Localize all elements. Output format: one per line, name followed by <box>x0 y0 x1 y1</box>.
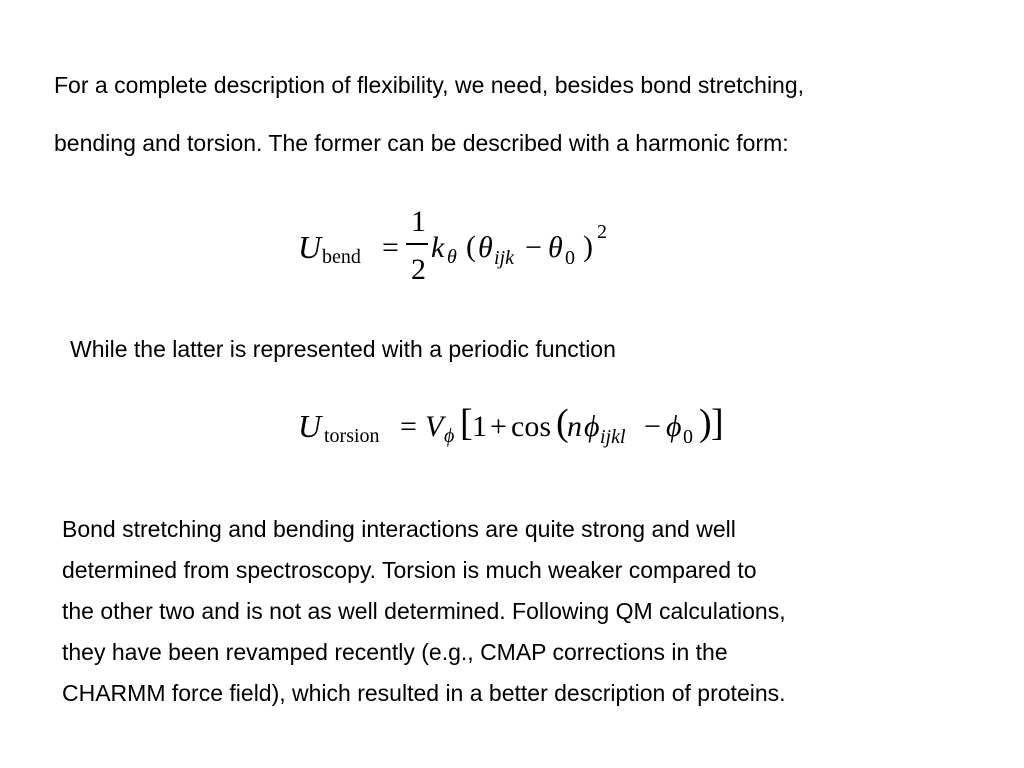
intro-line-2: bending and torsion. The former can be described with a harmonic form: <box>54 130 789 156</box>
torsion-n: n <box>567 410 582 443</box>
torsion-plus: + <box>490 410 507 443</box>
closing-paragraph <box>62 509 786 714</box>
torsion-close-bracket: ] <box>711 402 724 444</box>
torsion-phi0: ϕ <box>666 410 682 443</box>
closing-line-4: they have been revamped recently (e.g., CMAP corrections in the <box>62 639 728 665</box>
bend-theta: θ <box>478 231 493 264</box>
bend-open-paren: ( <box>466 230 476 263</box>
bend-numerator: 1 <box>411 205 426 238</box>
bend-lhs-symbol: U <box>298 229 322 265</box>
closing-line-5: CHARMM force field), which resulted in a better description of proteins. <box>62 680 786 706</box>
intro-line-1: For a complete description of flexibility, we need, besides bond stretching, <box>54 72 805 98</box>
torsion-v-subscript: ϕ <box>444 425 455 447</box>
closing-line-2: determined from spectroscopy. Torsion is much weaker compared to <box>62 557 757 583</box>
latter-line: While the latter is represented with a periodic function <box>70 336 616 362</box>
bend-lhs-subscript: bend <box>322 246 361 268</box>
bend-k-subscript: θ <box>447 246 457 268</box>
torsion-equals: = <box>400 410 417 443</box>
torsion-phi0-subscript: 0 <box>683 426 693 448</box>
torsion-open-bracket: [ <box>460 402 473 444</box>
bend-theta0: θ <box>548 231 563 264</box>
torsion-lhs-subscript: torsion <box>324 425 380 447</box>
torsion-phi-subscript: ijkl <box>600 426 626 448</box>
bend-k-symbol: k <box>431 231 445 264</box>
bend-exponent: 2 <box>597 221 607 243</box>
torsion-open-paren: ( <box>556 402 569 444</box>
bend-close-paren: ) <box>583 230 593 263</box>
torsion-one: 1 <box>472 410 487 443</box>
bend-equals: = <box>382 231 399 264</box>
closing-line-1: Bond stretching and bending interactions are quite strong and well <box>62 516 736 542</box>
torsion-minus: − <box>644 410 661 443</box>
bend-minus: − <box>525 231 542 264</box>
torsion-cos: cos <box>511 410 551 443</box>
torsion-lhs-symbol: U <box>298 408 322 444</box>
bend-theta0-subscript: 0 <box>565 247 575 269</box>
torsion-v-symbol: V <box>425 410 444 443</box>
bend-theta-subscript: ijk <box>494 247 514 269</box>
closing-line-3: the other two and is not as well determined. Following QM calculations, <box>62 598 786 624</box>
torsion-close-paren: ) <box>699 402 712 444</box>
bend-denominator: 2 <box>411 253 426 286</box>
torsion-phi: ϕ <box>584 410 600 443</box>
